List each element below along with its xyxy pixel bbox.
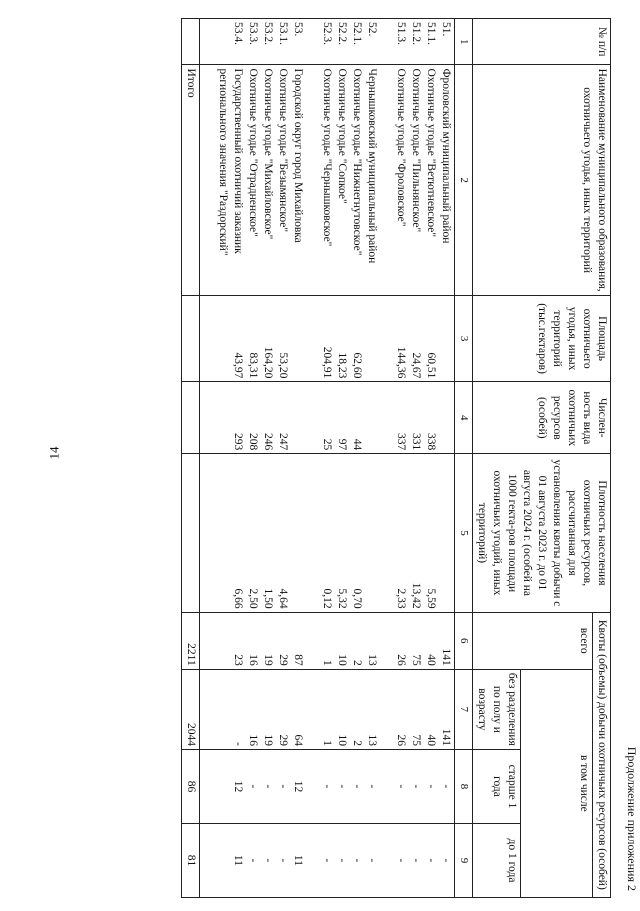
itogo-older: 86 <box>182 750 200 824</box>
cell-count: 338 <box>425 432 437 451</box>
cell-density: 13,42 <box>410 582 422 609</box>
cell-c7: 141 <box>440 728 452 746</box>
cell-c7: 64 <box>292 734 304 746</box>
header-col-9: до 1 года <box>473 823 521 897</box>
col-number: 7 <box>455 669 473 749</box>
cell-density: 4,64 <box>277 588 289 609</box>
cell-total: 26 <box>395 654 407 666</box>
cell-n: 53.1. <box>277 22 289 45</box>
rotated-table-canvas <box>1 0 640 911</box>
cell-density: 5,32 <box>336 588 348 609</box>
cell-density <box>364 457 379 608</box>
cell-c7: 40 <box>425 734 437 746</box>
cell-area: 204,91 <box>321 346 333 379</box>
cell-c9: - <box>321 858 333 863</box>
cell-count <box>290 385 305 450</box>
column-no-division <box>200 669 455 749</box>
cell-density: 2,33 <box>395 588 407 609</box>
header-col-3: Площадь охотничьего угодья, иных территорий (тыс.гектаров) <box>473 295 611 382</box>
cell-n: 52.2. <box>336 22 348 45</box>
cell-name: Государственный охотничий заказник регионального значения "Раздорский" <box>217 68 244 256</box>
cell-name: Охотничье угодье "Чернышковское" <box>321 68 333 247</box>
cell-count <box>364 385 379 450</box>
cell-c9: - <box>247 858 259 863</box>
group-gap <box>379 827 393 894</box>
cell-density: 1,50 <box>262 588 274 609</box>
cell-total: 141 <box>440 648 452 666</box>
cell-count <box>438 385 453 450</box>
cell-c7: 10 <box>336 734 348 746</box>
bottom-gap <box>201 299 215 379</box>
cell-name: Городской округ город Михайловка <box>292 68 304 243</box>
cell-n: 51. <box>440 22 452 37</box>
col-number: 2 <box>455 65 473 295</box>
cell-count: 246 <box>262 432 274 451</box>
cell-c9: - <box>425 858 437 863</box>
cell-count: 97 <box>336 438 348 451</box>
cell-total: 1 <box>321 659 333 666</box>
cell-c7: 13 <box>366 734 378 746</box>
column-area <box>200 295 455 382</box>
cell-c7: 26 <box>395 734 407 746</box>
cell-name: Охотничье угодье "Фроловское" <box>395 68 407 227</box>
cell-area: 144,36 <box>395 346 407 379</box>
col-number: 5 <box>455 454 473 612</box>
cell-name: Охотничье угодье "Безымянское" <box>277 68 289 233</box>
cell-c8: - <box>247 784 259 789</box>
cell-c7: 19 <box>262 734 274 746</box>
group-gap <box>379 385 393 450</box>
cell-n: 52. <box>366 22 378 37</box>
bottom-gap <box>201 68 215 291</box>
cell-n: 52.3. <box>321 22 333 45</box>
cell-name: Охотничье угодье "Ветютневское" <box>425 68 437 238</box>
bottom-gap <box>201 385 215 450</box>
itogo-label: Итого <box>182 65 200 295</box>
cell-c9: - <box>262 858 274 863</box>
cell-name: Фроловский муниципальный район <box>440 68 452 244</box>
cell-area: 62,60 <box>351 352 363 379</box>
itogo-younger: 81 <box>182 823 200 897</box>
group-gap <box>379 68 393 291</box>
cell-area: 18,23 <box>336 352 348 379</box>
column-younger <box>200 823 455 897</box>
cell-c7: 2 <box>351 740 363 746</box>
col-number: 3 <box>455 295 473 382</box>
group-gap <box>379 22 393 61</box>
cell-total: 40 <box>425 654 437 666</box>
cell-total: 16 <box>247 654 259 666</box>
page-number: 14 <box>46 446 62 460</box>
cell-area <box>438 299 453 379</box>
group-gap <box>305 753 319 820</box>
col-number: 6 <box>455 612 473 669</box>
cell-n: 51.3. <box>395 22 407 45</box>
cell-area <box>290 299 305 379</box>
bottom-gap <box>201 616 215 666</box>
group-gap <box>305 68 319 291</box>
cell-count: 208 <box>247 432 259 451</box>
cell-c8: - <box>321 784 333 789</box>
header-col-5: Плотность населения охотничьих ресурсов, рассчитанная для установления квоты добычи с 01 августа 2023 г. до 01 августа 2024 г. (особей на 1000 гекта-ров площади охотничьих угодий, иных территорий) <box>473 454 611 612</box>
cell-total: 75 <box>410 654 422 666</box>
itogo-total: 2211 <box>182 612 200 669</box>
header-col-1: № п/п <box>473 19 611 65</box>
group-gap <box>379 753 393 820</box>
cell-c8: - <box>366 784 378 789</box>
cell-count: 44 <box>351 438 363 451</box>
cell-c8: - <box>425 784 437 789</box>
cell-name: Охотничье угодье "Михайловское" <box>262 68 274 240</box>
cell-c9: - <box>366 858 378 863</box>
cell-c9: - <box>395 858 407 863</box>
cell-density: 0,70 <box>351 588 363 609</box>
column-total <box>200 612 455 669</box>
cell-total: 29 <box>277 654 289 666</box>
header-quota-group: Квоты (объемы) добычи охотничьих ресурсов (особей) <box>593 612 611 897</box>
bottom-gap <box>201 22 215 61</box>
column-names <box>200 65 455 295</box>
cell-count: 337 <box>395 432 407 451</box>
header-col-7: без разделения по полу и возрасту <box>473 669 521 749</box>
cell-c9: 11 <box>232 854 244 866</box>
col-number: 8 <box>455 750 473 824</box>
cell-count: 331 <box>410 432 422 451</box>
cell-n: 53. <box>292 22 304 37</box>
cell-density: 6,66 <box>232 588 244 609</box>
cell-total: 10 <box>336 654 348 666</box>
cell-name: Охотничье угодье "Отрадненское" <box>247 68 259 237</box>
cell-area: 60,51 <box>425 352 437 379</box>
bottom-gap <box>201 827 215 894</box>
cell-density <box>290 457 305 608</box>
cell-n: 51.1. <box>425 22 437 45</box>
group-gap <box>305 616 319 666</box>
group-gap <box>379 673 393 746</box>
header-incl: в том числе <box>521 669 593 897</box>
cell-c8: - <box>351 784 363 789</box>
cell-c9: - <box>351 858 363 863</box>
col-number: 4 <box>455 382 473 454</box>
header-col-2: Наименование муниципального образования, охотничьего угодья, иных территорий <box>473 65 611 295</box>
itogo-empty-cell <box>182 382 200 454</box>
header-total: всего <box>473 612 593 669</box>
cell-c7: 16 <box>247 734 259 746</box>
cell-name: Охотничье угодье "Нижнегнутовское" <box>351 68 363 256</box>
column-density <box>200 454 455 612</box>
cell-density <box>438 457 453 608</box>
cell-density: 0,12 <box>321 588 333 609</box>
cell-area <box>364 299 379 379</box>
cell-c7: - <box>232 742 244 746</box>
group-gap <box>305 385 319 450</box>
group-gap <box>305 673 319 746</box>
cell-density: 5,59 <box>425 588 437 609</box>
cell-total: 87 <box>292 654 304 666</box>
bottom-gap <box>201 673 215 746</box>
column-count <box>200 382 455 454</box>
col-number: 9 <box>455 823 473 897</box>
itogo-label-cell <box>182 19 200 65</box>
cell-n: 52.1. <box>351 22 363 45</box>
bottom-gap <box>201 457 215 608</box>
cell-count: 25 <box>321 438 333 451</box>
cell-c8: - <box>277 784 289 789</box>
cell-c8: - <box>262 784 274 789</box>
cell-c7: 75 <box>410 734 422 746</box>
itogo-empty-cell <box>182 454 200 612</box>
cell-area: 164,20 <box>262 346 274 379</box>
cell-total: 19 <box>262 654 274 666</box>
header-col-4: Числен-ность вида охотничьих ресурсов (особей) <box>473 382 611 454</box>
column-older <box>200 750 455 824</box>
cell-c9: - <box>336 858 348 863</box>
bottom-gap <box>201 753 215 820</box>
cell-c8: 12 <box>292 780 304 793</box>
group-gap <box>379 457 393 608</box>
cell-c9: 11 <box>292 854 304 866</box>
header-col-8: старше 1 года <box>473 750 521 824</box>
cell-n: 53.2. <box>262 22 274 45</box>
group-gap <box>305 457 319 608</box>
cell-total: 13 <box>366 654 378 666</box>
cell-area: 43,97 <box>232 352 244 379</box>
itogo-empty-cell <box>182 295 200 382</box>
column-row-numbers <box>200 19 455 65</box>
cell-c8: - <box>395 784 407 789</box>
cell-area: 24,67 <box>410 352 422 379</box>
appendix-caption: Продолжение приложения 2 <box>625 746 639 891</box>
group-gap <box>379 299 393 379</box>
cell-c8: 12 <box>232 780 244 793</box>
cell-c7: 29 <box>277 734 289 746</box>
cell-density: 2,50 <box>247 588 259 609</box>
col-number: 1 <box>455 19 473 65</box>
cell-count: 247 <box>277 432 289 451</box>
cell-c7: 1 <box>321 740 333 746</box>
cell-c8: - <box>410 784 422 789</box>
cell-n: 53.4. <box>232 22 244 45</box>
cell-c9: - <box>277 858 289 863</box>
group-gap <box>305 22 319 61</box>
cell-name: Чернышковский муниципальный район <box>366 68 378 264</box>
itogo-no-division: 2044 <box>182 669 200 749</box>
cell-total: 23 <box>232 654 244 666</box>
group-gap <box>305 299 319 379</box>
cell-n: 53.3. <box>247 22 259 45</box>
group-gap <box>379 616 393 666</box>
quota-table <box>181 18 611 898</box>
cell-c9: - <box>440 858 452 863</box>
cell-c8: - <box>336 784 348 789</box>
cell-count: 293 <box>232 432 244 451</box>
cell-n: 51.2. <box>410 22 422 45</box>
cell-name: Охотничье угодье "Сопкое" <box>336 68 348 204</box>
cell-area: 83,31 <box>247 352 259 379</box>
cell-name: Охотничье угодье "Пильнянское" <box>410 68 422 233</box>
cell-area: 53,20 <box>277 352 289 379</box>
group-gap <box>305 827 319 894</box>
cell-c9: - <box>410 858 422 863</box>
cell-c8: - <box>440 784 452 789</box>
cell-total: 2 <box>351 659 363 666</box>
